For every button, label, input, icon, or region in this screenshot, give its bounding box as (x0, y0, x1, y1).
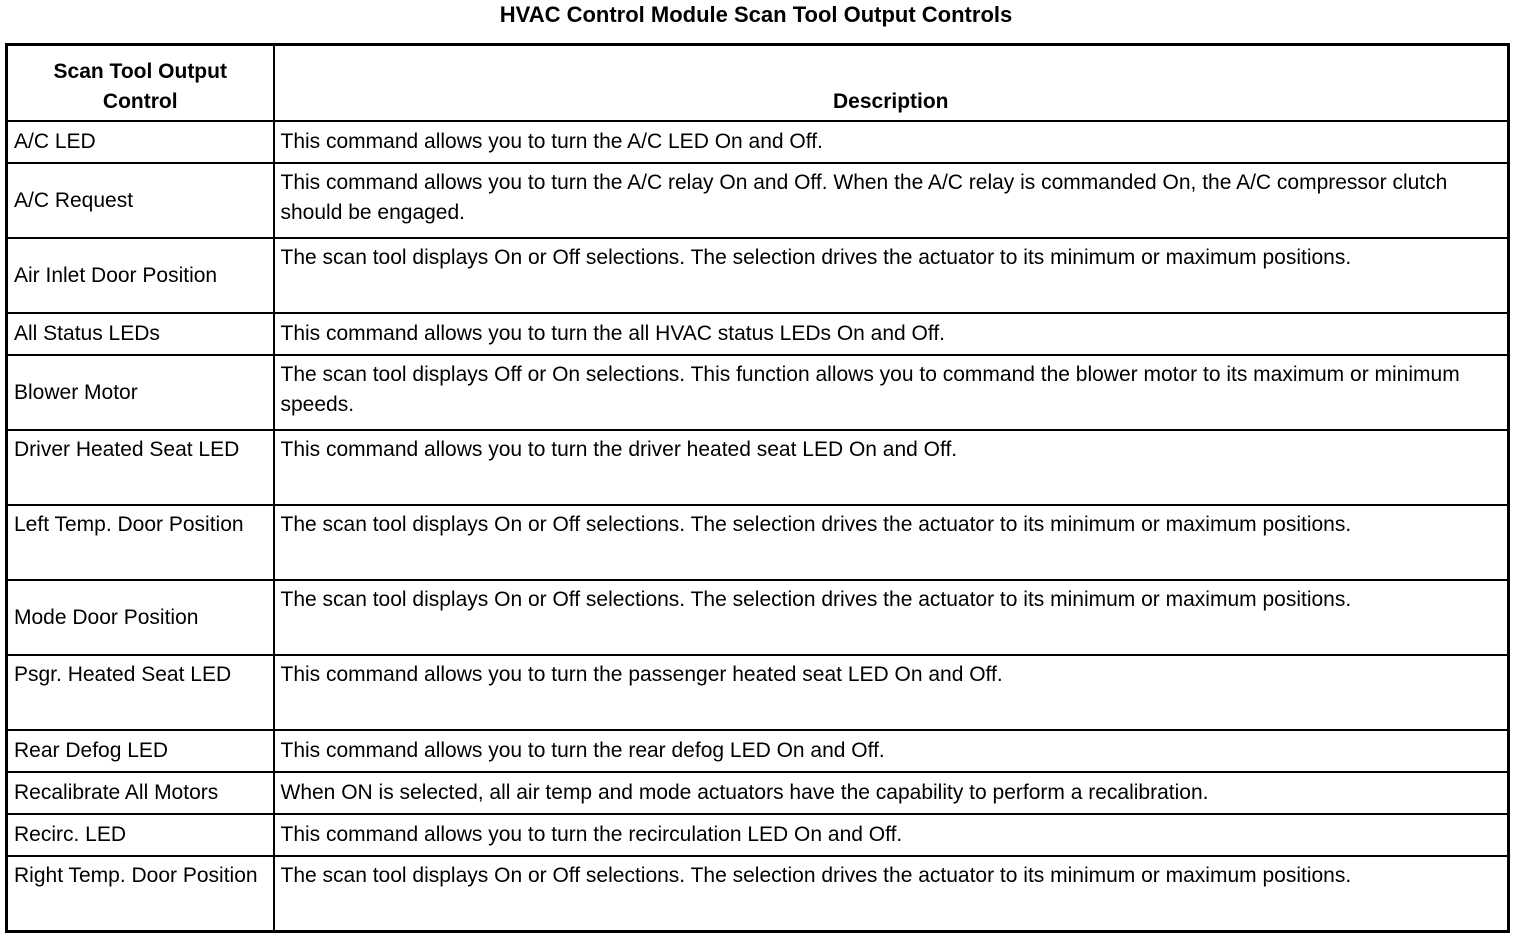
table-row (7, 580, 1509, 655)
table-row (7, 655, 1509, 730)
description-cell: The scan tool displays On or Off selections. The selection drives the actuator to its minimum or maximum positions. (274, 238, 1509, 313)
control-cell: A/C LED (7, 121, 274, 163)
table-row (7, 430, 1509, 505)
table-row (7, 355, 1509, 430)
control-cell: A/C Request (7, 163, 274, 238)
table-row (7, 505, 1509, 580)
control-cell: All Status LEDs (7, 313, 274, 355)
control-cell: Rear Defog LED (7, 730, 274, 772)
table-row (7, 814, 1509, 856)
control-cell: Driver Heated Seat LED (7, 430, 274, 505)
table-row (7, 856, 1509, 932)
description-cell: This command allows you to turn the rear defog LED On and Off. (274, 730, 1509, 772)
table-title: HVAC Control Module Scan Tool Output Controls (499, 2, 1013, 27)
control-cell: Right Temp. Door Position (7, 856, 274, 932)
table-row (7, 313, 1509, 355)
header-description: Description (274, 45, 1509, 122)
description-cell: The scan tool displays On or Off selections. The selection drives the actuator to its minimum or maximum positions. (274, 580, 1509, 655)
control-cell: Recalibrate All Motors (7, 772, 274, 814)
control-cell: Recirc. LED (7, 814, 274, 856)
table-row (7, 730, 1509, 772)
description-cell: This command allows you to turn the passenger heated seat LED On and Off. (274, 655, 1509, 730)
control-cell: Air Inlet Door Position (7, 238, 274, 313)
control-cell: Psgr. Heated Seat LED (7, 655, 274, 730)
description-cell: The scan tool displays Off or On selections. This function allows you to command the blower motor to its maximum or minimum speeds. (274, 355, 1509, 430)
description-cell: This command allows you to turn the driver heated seat LED On and Off. (274, 430, 1509, 505)
table-row (7, 772, 1509, 814)
description-cell: The scan tool displays On or Off selections. The selection drives the actuator to its minimum or maximum positions. (274, 505, 1509, 580)
description-cell: This command allows you to turn the recirculation LED On and Off. (274, 814, 1509, 856)
description-cell: This command allows you to turn the A/C LED On and Off. (274, 121, 1509, 163)
output-controls-table (5, 43, 1510, 933)
description-cell: The scan tool displays On or Off selections. The selection drives the actuator to its minimum or maximum positions. (274, 856, 1509, 932)
header-control: Scan Tool Output Control (7, 45, 274, 122)
description-cell: This command allows you to turn the all HVAC status LEDs On and Off. (274, 313, 1509, 355)
description-cell: When ON is selected, all air temp and mode actuators have the capability to perform a recalibration. (274, 772, 1509, 814)
control-cell: Mode Door Position (7, 580, 274, 655)
table-row (7, 238, 1509, 313)
control-cell: Left Temp. Door Position (7, 505, 274, 580)
table-row (7, 163, 1509, 238)
header-row (7, 45, 1509, 122)
control-cell: Blower Motor (7, 355, 274, 430)
description-cell: This command allows you to turn the A/C relay On and Off. When the A/C relay is commanded On, the A/C compressor clutch should be engaged. (274, 163, 1509, 238)
table-row (7, 121, 1509, 163)
